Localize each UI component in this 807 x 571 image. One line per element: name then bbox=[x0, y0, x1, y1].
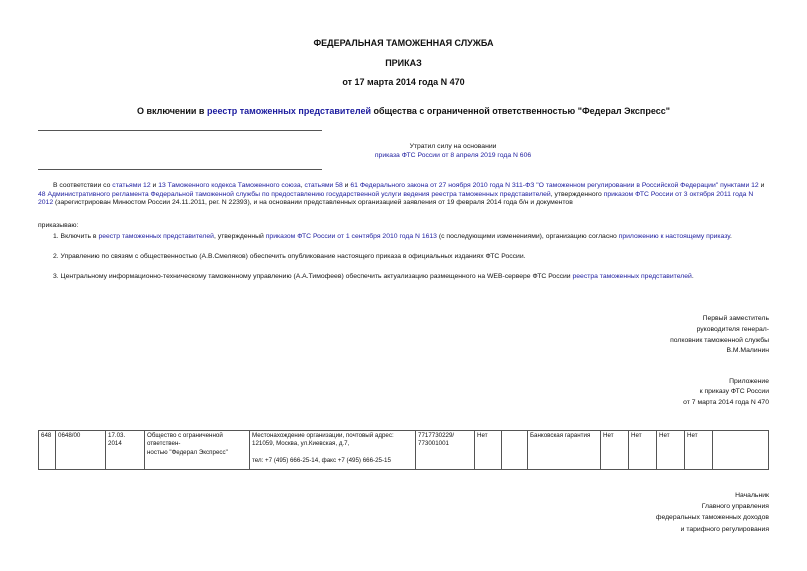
item-link[interactable]: приложению к настоящему приказу bbox=[618, 233, 730, 240]
footer-signature-line: Главного управления bbox=[701, 503, 769, 511]
item-text: 3. Центральному информационно-техническому таможенному управлению (А.А.Тимофеев) обеспечить актуализацию размещенного на WEB-сервере ФТС России bbox=[53, 273, 573, 280]
flag-cell: Нет bbox=[629, 431, 657, 470]
status-repeal-link[interactable]: приказа ФТС России от 8 апреля 2019 года N 606 bbox=[374, 151, 532, 159]
document-type: ПРИКАЗ bbox=[385, 58, 422, 68]
preamble-link[interactable]: статьями 12 bbox=[112, 182, 151, 189]
item-text: (с последующими изменениями), организацию согласно bbox=[436, 233, 619, 240]
title-registry-link[interactable]: реестр таможенных представителей bbox=[206, 106, 371, 116]
footer-signature-line: и тарифного регулирования bbox=[680, 525, 769, 533]
address-cell: Местонахождение организации, почтовый адрес: 121059, Москва, ул.Киевская, д.7, тел: +7 (495) 666-25-14, факс +7 (495) 666-25-15 bbox=[250, 431, 416, 470]
item-link[interactable]: приказом ФТС России от 1 сентября 2010 года N 1613 bbox=[265, 233, 437, 240]
item-text: . bbox=[691, 273, 694, 280]
empty-cell bbox=[502, 431, 528, 470]
title-prefix: О включении в bbox=[136, 106, 207, 116]
item-link[interactable]: реестр таможенных представителей bbox=[98, 233, 214, 240]
appendix-line: от 7 марта 2014 года N 470 bbox=[683, 398, 769, 406]
signature-line: руководителя генерал- bbox=[696, 325, 769, 333]
preamble-link[interactable]: приказом ФТС России от bbox=[603, 190, 682, 198]
appendix-line: Приложение bbox=[729, 378, 769, 385]
item-2 bbox=[53, 253, 526, 262]
preamble-text: (зарегистрирован Минюстом России 24.11.2011, рег. N 22393), и на основании представленных организацией заявления от 19 февраля 2014 года б/н и документов bbox=[53, 199, 573, 207]
appendix-block bbox=[683, 377, 769, 408]
guarantee-cell: Банковская гарантия bbox=[528, 431, 601, 470]
table-row bbox=[39, 431, 769, 470]
flag-cell: Нет bbox=[601, 431, 629, 470]
date-cell: 17.03. 2014 bbox=[106, 431, 145, 470]
preamble-link[interactable]: пунктами 12 bbox=[720, 182, 759, 189]
divider-bottom bbox=[38, 169, 322, 170]
preamble-text: , утвержденного bbox=[550, 190, 604, 198]
agency-name: ФЕДЕРАЛЬНАЯ ТАМОЖЕННАЯ СЛУЖБА bbox=[313, 38, 494, 48]
flag-cell: Нет bbox=[657, 431, 685, 470]
item-link[interactable]: реестра таможенных представителей bbox=[572, 273, 692, 280]
signature-line: полковник таможенной службы bbox=[670, 336, 769, 344]
flag-cell: Нет bbox=[685, 431, 713, 470]
signature-block bbox=[670, 314, 769, 357]
cert-number-cell: 0648/00 bbox=[56, 431, 106, 470]
preamble-text: и bbox=[758, 182, 765, 189]
footer-signature-block bbox=[656, 490, 769, 535]
register-table bbox=[38, 430, 769, 470]
org-name-cell: Общество с ограниченной ответствен- ностью "Федерал Экспресс" bbox=[145, 431, 250, 470]
item-text: . bbox=[730, 233, 732, 240]
preamble-text: , bbox=[300, 182, 305, 189]
item-1 bbox=[53, 233, 732, 242]
preamble-link[interactable]: 3 октября 2011 года N 2012 bbox=[38, 190, 754, 207]
signature-line: В.М.Малинин bbox=[726, 347, 769, 355]
title-suffix: общества с ограниченной ответственностью "Федерал Экспресс" bbox=[371, 106, 670, 116]
empty-cell bbox=[713, 431, 769, 470]
preamble-text: и bbox=[150, 182, 159, 189]
order-word: приказываю: bbox=[38, 222, 79, 229]
document-date-number: от 17 марта 2014 года N 470 bbox=[342, 77, 465, 87]
item-text: 1. Включить в bbox=[53, 233, 99, 240]
appendix-line: к приказу ФТС России bbox=[699, 388, 769, 396]
divider-top bbox=[38, 130, 322, 131]
item-text: 2. Управлению по связям с общественностью (А.В.Смеляков) обеспечить опубликование настоящего приказа в официальных изданиях ФТС России. bbox=[53, 253, 526, 260]
preamble bbox=[38, 182, 769, 208]
item-3 bbox=[53, 273, 694, 282]
signature-line: Первый заместитель bbox=[702, 315, 769, 322]
reg-number-cell: 648 bbox=[39, 431, 56, 470]
item-text: , утвержденный bbox=[213, 233, 266, 240]
preamble-link[interactable]: статьями 58 bbox=[304, 182, 343, 189]
preamble-text: и bbox=[342, 182, 351, 189]
status-note bbox=[300, 143, 606, 160]
footer-signature-line: Начальник bbox=[735, 492, 769, 499]
inn-kpp-cell: 7717730229/ 773001001 bbox=[416, 431, 475, 470]
flag-cell: Нет bbox=[475, 431, 502, 470]
document-title bbox=[0, 106, 807, 116]
status-line: Утратил силу на основании bbox=[409, 143, 497, 150]
footer-signature-line: федеральных таможенных доходов bbox=[655, 514, 769, 522]
preamble-link[interactable]: 48 Административного регламента Федеральной таможенной службы по предоставлению государственной услуги ведения реестра таможенных представителей bbox=[38, 190, 551, 198]
preamble-link[interactable]: 13 Таможенного кодекса Таможенного союза bbox=[158, 182, 301, 189]
preamble-text: В соответствии со bbox=[53, 182, 113, 189]
preamble-link[interactable]: 61 Федерального закона от 27 ноября 2010 года N 311-ФЗ "О таможенном регулировании в Российской Федерации" bbox=[350, 182, 719, 189]
